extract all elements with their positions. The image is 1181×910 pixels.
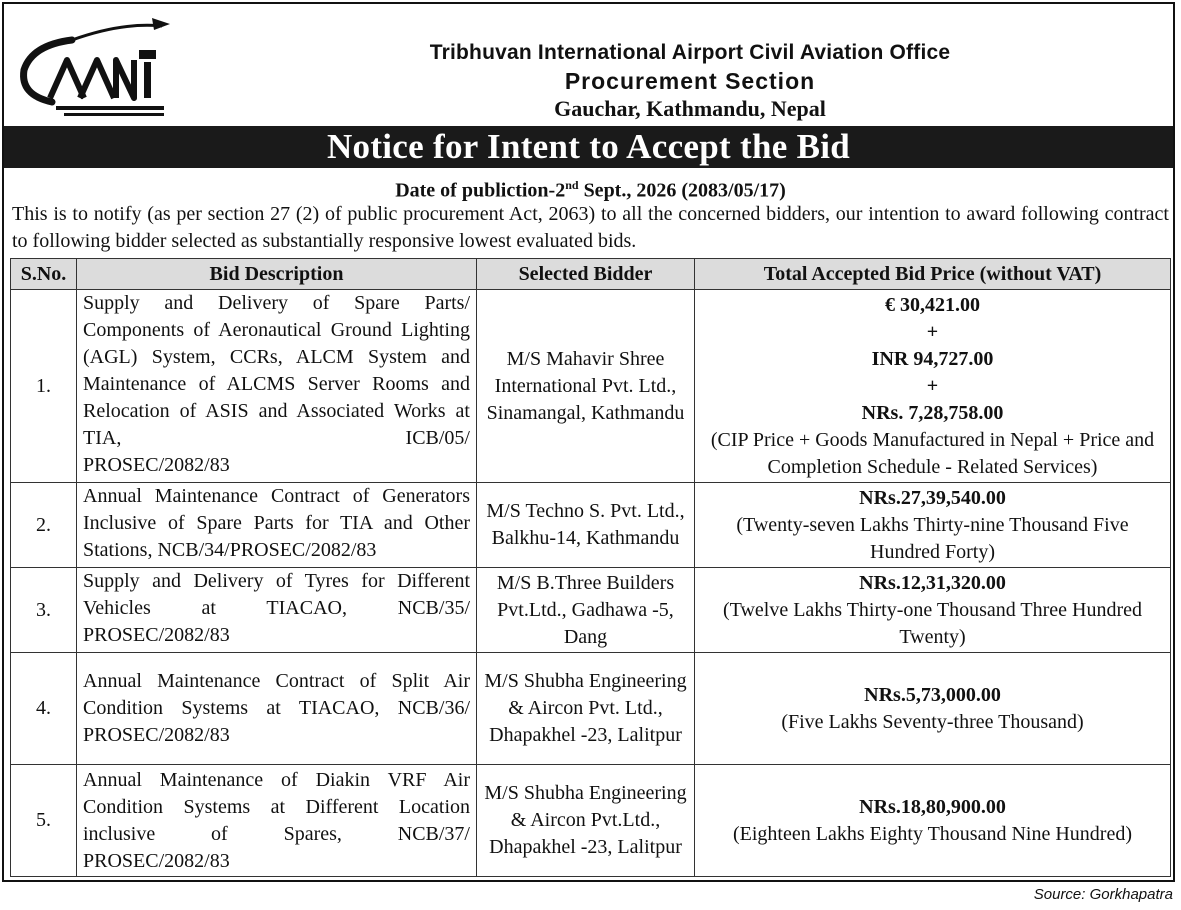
row-sno: 2. [11,483,77,568]
organization-name: Tribhuvan International Airport Civil Aviation Office [429,41,951,64]
row-description: Supply and Delivery of Tyres for Different Vehicles at TIACAO, NCB/35/ PROSEC/2082/83 [77,568,477,653]
table-row [11,483,1171,568]
header-price: Total Accepted Bid Price (without VAT) [695,259,1171,290]
price-inr: INR 94,727.00 [871,347,994,370]
price-nrs: NRs. 7,28,758.00 [861,401,1004,424]
source-credit: Source: Gorkhapatra [1033,886,1173,903]
row-sno: 5. [11,765,77,877]
row-bidder: M/S Techno S. Pvt. Ltd., Balkhu-14, Kathmandu [477,483,695,568]
header-description: Bid Description [77,259,477,290]
price-words: (Twenty-seven Lakhs Thirty-nine Thousand Five Hundred Forty) [736,513,1129,563]
price-euro: € 30,421.00 [885,293,980,316]
row-bidder: M/S B.Three Builders Pvt.Ltd., Gadhawa -5, Dang [477,568,695,653]
table-row [11,765,1171,877]
table-header-row [11,259,1171,290]
row-description: Annual Maintenance Contract of Generators Inclusive of Spare Parts for TIA and Other Stations, NCB/34/PROSEC/2082/83 [77,483,477,568]
office-address: Gauchar, Kathmandu, Nepal [554,96,826,121]
section-name: Procurement Section [564,68,816,94]
price-amount: NRs.27,39,540.00 [859,486,1006,509]
row-description: Annual Maintenance Contract of Split Air Condition Systems at TIACAO, NCB/36/ PROSEC/2082/83 [77,653,477,765]
row-sno: 3. [11,568,77,653]
caan-logo-icon [12,10,172,120]
row-bidder: M/S Mahavir Shree International Pvt. Ltd., Sinamangal, Kathmandu [477,290,695,483]
intro-paragraph: This is to notify (as per section 27 (2) of public procurement Act, 2063) to all the concerned bidders, our intention to award following contract to following bidder selected as substantially responsive lowest evaluated bids. [12,203,1169,252]
table-row [11,653,1171,765]
table-row [11,568,1171,653]
header-bidder: Selected Bidder [477,259,695,290]
price-words: (Eighteen Lakhs Eighty Thousand Nine Hundred) [733,822,1132,845]
price-amount: NRs.18,80,900.00 [859,795,1006,818]
notice-title: Notice for Intent to Accept the Bid [4,126,1173,168]
publication-date: Date of publiction-2nd Sept., 2026 (2083/05/17) [395,178,786,202]
row-sno: 4. [11,653,77,765]
row-price [695,568,1171,653]
price-amount: NRs.12,31,320.00 [859,571,1006,594]
row-description: Annual Maintenance of Diakin VRF Air Condition Systems at Different Location inclusive of Spares, NCB/37/ PROSEC/2082/83 [77,765,477,877]
table-row [11,290,1171,483]
row-price [695,653,1171,765]
row-bidder: M/S Shubha Engineering & Aircon Pvt. Ltd., Dhapakhel -23, Lalitpur [477,653,695,765]
row-price [695,290,1171,483]
price-words: (Twelve Lakhs Thirty-one Thousand Three Hundred Twenty) [722,598,1143,648]
plus-sign: + [926,320,939,343]
row-price [695,483,1171,568]
plus-sign: + [926,374,939,397]
price-amount: NRs.5,73,000.00 [864,683,1001,706]
row-bidder: M/S Shubha Engineering & Aircon Pvt.Ltd., Dhapakhel -23, Lalitpur [477,765,695,877]
row-description: Supply and Delivery of Spare Parts/ Components of Aeronautical Ground Lighting (AGL) System, CCRs, ALCM System and Maintenance of ALCMS Server Rooms and Relocation of ASIS and Associated Works at TIA, ICB/05/ PROSEC/2082/83 [77,290,477,483]
row-price [695,765,1171,877]
header-sno: S.No. [11,259,77,290]
bids-table [10,258,1171,877]
price-words: (Five Lakhs Seventy-three Thousand) [781,710,1084,733]
price-note: (CIP Price + Goods Manufactured in Nepal + Price and Completion Schedule - Related Services) [710,428,1155,478]
row-sno: 1. [11,290,77,483]
